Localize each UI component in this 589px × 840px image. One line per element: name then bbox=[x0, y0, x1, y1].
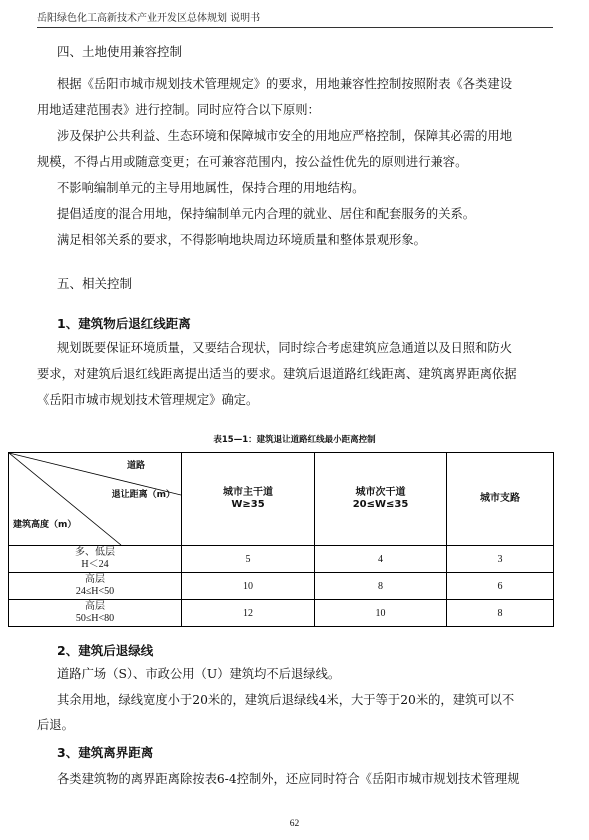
subsection-2-heading: 2、建筑后退绿线 bbox=[57, 643, 154, 658]
section-4-paragraph: 不影响编制单元的主导用地属性，保持合理的用地结构。 bbox=[57, 181, 365, 195]
row-label bbox=[9, 573, 182, 600]
table-cell: 8 bbox=[315, 573, 447, 600]
row-label-line: 高层 bbox=[85, 601, 105, 612]
corner-label-height: 建筑高度（m） bbox=[13, 520, 77, 530]
row-label bbox=[9, 600, 182, 627]
row-label-line: 高层 bbox=[85, 574, 105, 585]
table-row bbox=[9, 600, 554, 627]
subsection-1-paragraph: 《岳阳市城市规划技术管理规定》确定。 bbox=[37, 393, 259, 407]
table-cell: 12 bbox=[182, 600, 315, 627]
header-divider bbox=[37, 27, 553, 28]
section-4-paragraph: 涉及保护公共利益、生态环境和保障城市安全的用地应严格控制，保障其必需的用地 bbox=[57, 129, 512, 143]
table-row bbox=[9, 546, 554, 573]
subsection-1-paragraph: 规划既要保证环境质量，又要结合现状，同时综合考虑建筑应急通道以及日照和防火 bbox=[57, 341, 512, 355]
corner-label-setback: 退让距离（m） bbox=[111, 490, 175, 500]
subsection-2-paragraph: 其余用地，绿线宽度小于20米的，建筑后退绿线4米，大于等于20米的，建筑可以不 bbox=[57, 693, 515, 707]
corner-label-road: 道路 bbox=[126, 461, 145, 471]
table-cell: 8 bbox=[447, 600, 554, 627]
section-4-paragraph: 根据《岳阳市城市规划技术管理规定》的要求，用地兼容性控制按照附表《各类建设 bbox=[57, 77, 512, 91]
row-label-line: 24≤H<50 bbox=[75, 586, 115, 597]
setback-table bbox=[8, 452, 554, 627]
column-header-line: 20≤W≤35 bbox=[352, 499, 409, 510]
table-cell: 5 bbox=[182, 546, 315, 573]
section-4-heading: 四、土地使用兼容控制 bbox=[57, 44, 183, 59]
table-cell: 6 bbox=[447, 573, 554, 600]
page-number: 62 bbox=[289, 819, 300, 829]
row-label-line: 50≤H<80 bbox=[75, 613, 115, 624]
subsection-1-heading: 1、建筑物后退红线距离 bbox=[57, 316, 191, 331]
column-header bbox=[315, 453, 447, 546]
table-cell: 3 bbox=[447, 546, 554, 573]
column-header-line: 城市次干道 bbox=[355, 487, 406, 498]
subsection-3-heading: 3、建筑离界距离 bbox=[57, 745, 154, 760]
column-header-line: W≥35 bbox=[231, 499, 265, 510]
row-label-line: H＜24 bbox=[81, 559, 109, 570]
table-header-row bbox=[9, 453, 554, 546]
table-row bbox=[9, 573, 554, 600]
subsection-2-paragraph: 道路广场（S）、市政公用（U）建筑均不后退绿线。 bbox=[57, 667, 341, 681]
subsection-2-paragraph: 后退。 bbox=[37, 718, 74, 732]
table-corner-cell bbox=[9, 453, 182, 546]
column-header bbox=[447, 453, 554, 546]
section-4-paragraph: 提倡适度的混合用地，保持编制单元内合理的就业、居住和配套服务的关系。 bbox=[57, 207, 476, 221]
row-label-line: 多、低层 bbox=[75, 547, 115, 558]
table-cell: 10 bbox=[182, 573, 315, 600]
subsection-3-paragraph: 各类建筑物的离界距离除按表6-4控制外，还应同时符合《岳阳市城市规划技术管理规 bbox=[57, 772, 520, 786]
section-5-heading: 五、相关控制 bbox=[57, 276, 133, 291]
table-cell: 10 bbox=[315, 600, 447, 627]
section-4-paragraph: 用地适建范围表》进行控制。同时应符合以下原则： bbox=[37, 103, 320, 117]
subsection-1-paragraph: 要求，对建筑后退红线距离提出适当的要求。建筑后退道路红线距离、建筑离界距离依据 bbox=[37, 367, 517, 381]
table-caption: 表15—1：建筑退让道路红线最小距离控制 bbox=[213, 435, 376, 445]
row-label bbox=[9, 546, 182, 573]
column-header-line: 城市支路 bbox=[480, 493, 520, 504]
column-header bbox=[182, 453, 315, 546]
section-4-paragraph: 规模，不得占用或随意变更；在可兼容范围内，按公益性优先的原则进行兼容。 bbox=[37, 155, 468, 169]
section-4-paragraph: 满足相邻关系的要求，不得影响地块周边环境质量和整体景观形象。 bbox=[57, 233, 426, 247]
column-header-line: 城市主干道 bbox=[223, 487, 273, 498]
running-header: 岳阳绿色化工高新技术产业开发区总体规划 说明书 bbox=[37, 13, 261, 24]
table-cell: 4 bbox=[315, 546, 447, 573]
